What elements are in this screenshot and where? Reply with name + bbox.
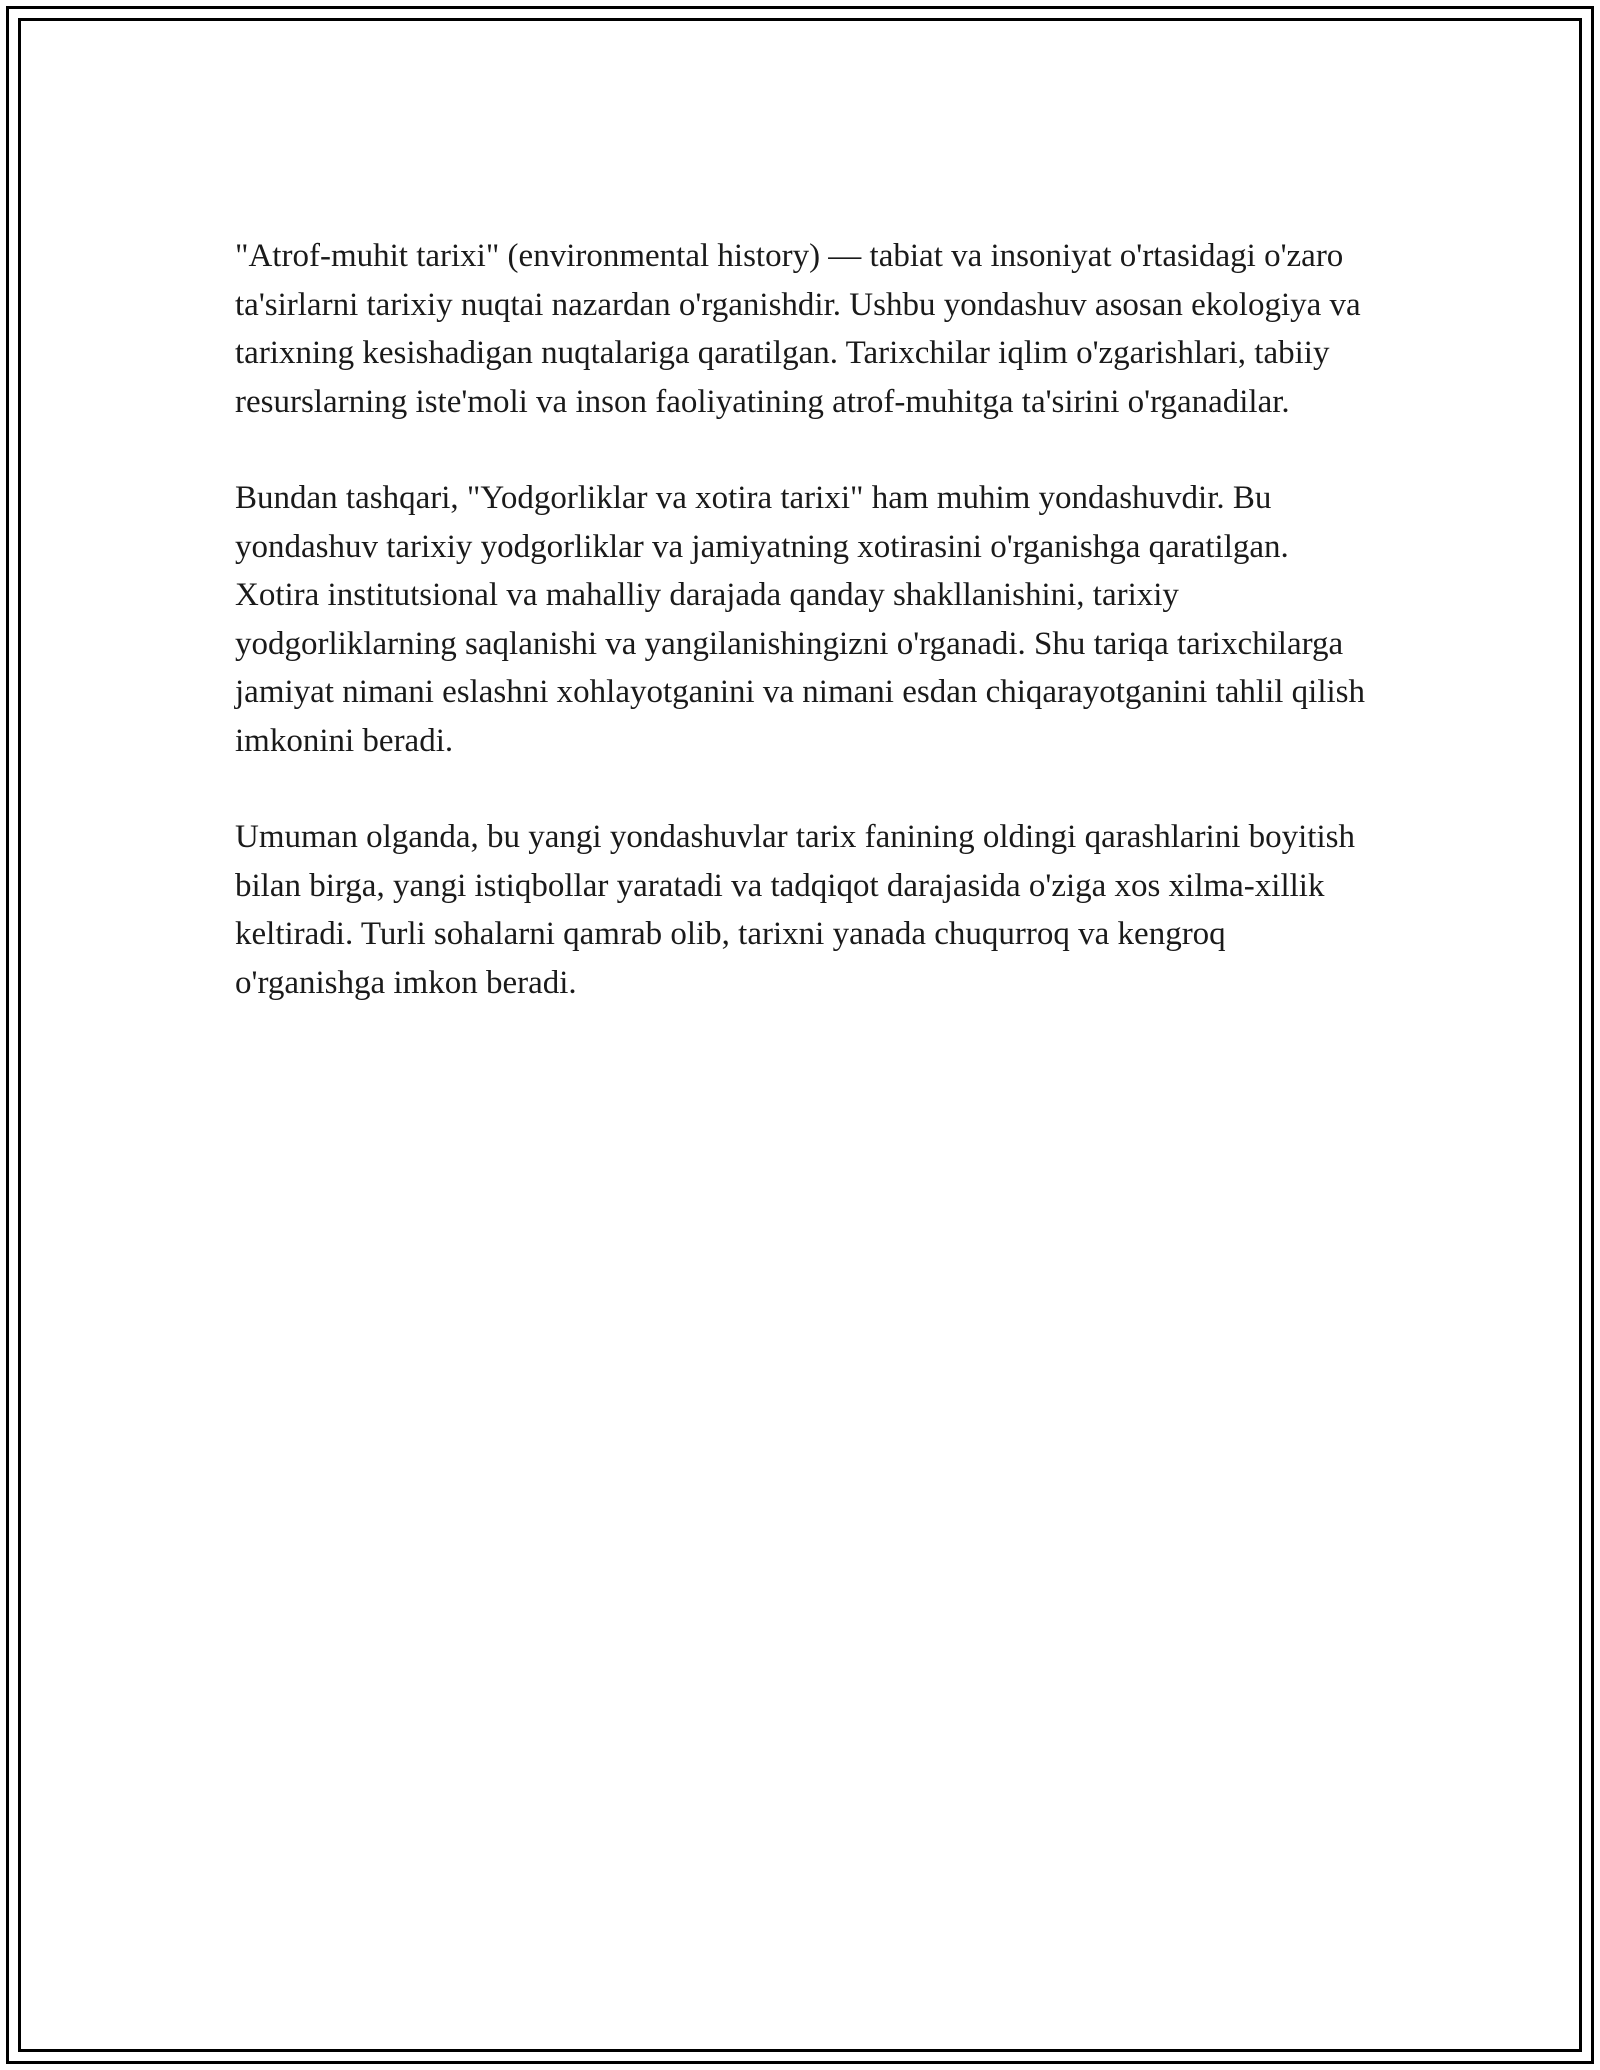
paragraph-environmental-history: "Atrof-muhit tarixi" (environmental history) — tabiat va insoniyat o'rtasidagi o'zaro ta'sirlarni tarixiy nuqtai nazardan o'rganishdir. Ushbu yondashuv asosan ekologiya va tarixning kesishadigan nuqtalariga qaratilgan. Tarixchilar iqlim o'zgarishlari, tabiiy resurslarning iste'moli va inson faoliyatining atrof-muhitga ta'sirini o'rganadilar. [235, 238, 1361, 420]
paragraph-monuments-memory: Bundan tashqari, "Yodgorliklar va xotira tarixi" ham muhim yondashuvdir. Bu yondashuv tarixiy yodgorliklar va jamiyatning xotirasini o'rganishga qaratilgan. Xotira institutsional va mahalliy darajada qanday shakllanishini, tarixiy yodgorliklarning saqlanishi va yangilanishingizni o'rganadi. Shu tariqa tarixchilarga jamiyat nimani eslashni xohlayotganini va nimani esdan chiqarayotganini tahlil qilish imkonini beradi. [235, 480, 1366, 759]
document-body [235, 232, 1365, 1055]
paragraph-conclusion: Umuman olganda, bu yangi yondashuvlar tarix fanining oldingi qarashlarini boyitish bilan birga, yangi istiqbollar yaratadi va tadqiqot darajasida o'ziga xos xilma-xillik keltiradi. Turli sohalarni qamrab olib, tarixni yanada chuqurroq va kengroq o'rganishga imkon beradi. [235, 819, 1355, 1001]
